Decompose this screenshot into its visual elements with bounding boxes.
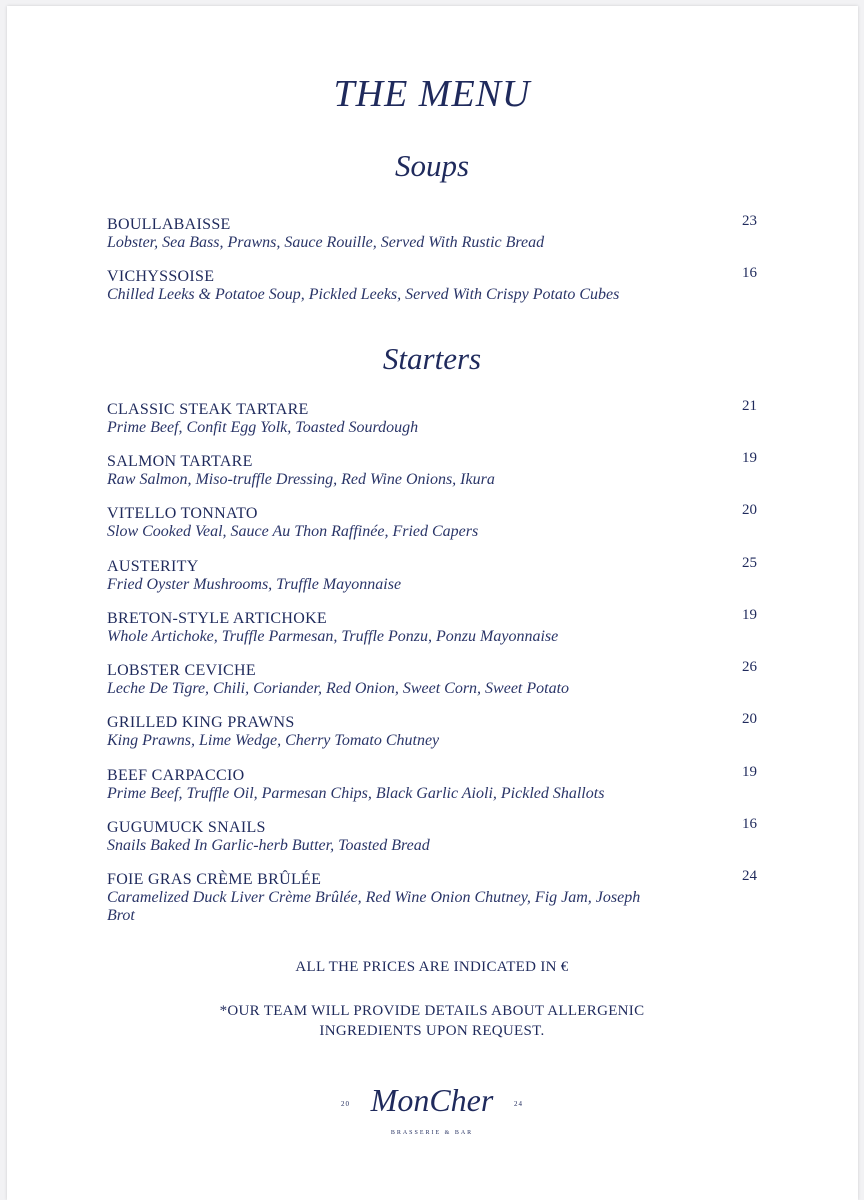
menu-item-gugumuck-snails [107, 818, 757, 855]
item-price: 23 [742, 213, 757, 229]
item-name: CLASSIC STEAK TARTARE [107, 401, 309, 418]
item-price: 19 [742, 450, 757, 466]
item-description: Chilled Leeks & Potatoe Soup, Pickled Leeks, Served With Crispy Potato Cubes [107, 286, 620, 303]
item-price: 26 [742, 659, 757, 675]
item-price: 24 [742, 868, 757, 884]
item-name: FOIE GRAS CRÈME BRÛLÉE [107, 871, 322, 888]
logo-year-left: 20 [341, 1100, 350, 1108]
prices-note [0, 957, 864, 977]
item-price: 21 [742, 398, 757, 414]
section-title-soups: Soups [394, 148, 470, 183]
item-description: Snails Baked In Garlic-herb Butter, Toasted Bread [107, 837, 430, 854]
item-name: VITELLO TONNATO [107, 505, 258, 522]
item-description: Fried Oyster Mushrooms, Truffle Mayonnaise [107, 576, 402, 593]
brand-logo [0, 1082, 864, 1142]
item-name: SALMON TARTARE [107, 453, 253, 470]
logo-year-right: 24 [514, 1100, 523, 1108]
item-description: Slow Cooked Veal, Sauce Au Thon Raffinée, Fried Capers [107, 523, 479, 540]
menu-item-vitello-tonnato [107, 504, 757, 541]
item-name: BRETON-STYLE ARTICHOKE [107, 610, 328, 627]
item-price: 16 [742, 816, 757, 832]
menu-item-boullabaisse [107, 215, 757, 252]
item-description: Caramelized Duck Liver Crème Brûlée, Red Wine Onion Chutney, Fig Jam, Joseph Brot [107, 889, 641, 924]
prices-note-text: ALL THE PRICES ARE INDICATED IN € [295, 959, 569, 975]
item-description: Prime Beef, Confit Egg Yolk, Toasted Sourdough [107, 419, 419, 436]
menu-item-vichyssoise [107, 267, 757, 304]
item-name: BOULLABAISSE [107, 216, 231, 233]
menu-item-classic-steak-tartare [107, 400, 757, 437]
item-price: 19 [742, 607, 757, 623]
item-price: 19 [742, 764, 757, 780]
item-price: 20 [742, 711, 757, 727]
item-description: Whole Artichoke, Truffle Parmesan, Truffle Ponzu, Ponzu Mayonnaise [107, 628, 559, 645]
item-description: Leche De Tigre, Chili, Coriander, Red Onion, Sweet Corn, Sweet Potato [107, 680, 570, 697]
menu-title: THE MENU [333, 73, 531, 115]
menu-item-beef-carpaccio [107, 766, 757, 803]
menu-item-austerity [107, 557, 757, 594]
item-name: BEEF CARPACCIO [107, 767, 245, 784]
logo-name: MonCher [370, 1082, 494, 1118]
item-description: Raw Salmon, Miso-truffle Dressing, Red Wine Onions, Ikura [107, 471, 495, 488]
item-price: 25 [742, 555, 757, 571]
item-price: 16 [742, 265, 757, 281]
menu-item-lobster-ceviche [107, 661, 757, 698]
allergens-note-line-2: INGREDIENTS UPON REQUEST. [319, 1023, 545, 1039]
item-name: GUGUMUCK SNAILS [107, 819, 266, 836]
item-description: Lobster, Sea Bass, Prawns, Sauce Rouille, Served With Rustic Bread [107, 234, 545, 251]
item-description: King Prawns, Lime Wedge, Cherry Tomato Chutney [107, 732, 440, 749]
allergens-note [0, 1001, 864, 1041]
allergens-note-line-1: *OUR TEAM WILL PROVIDE DETAILS ABOUT ALLERGENIC [219, 1003, 645, 1019]
item-name: VICHYSSOISE [107, 268, 215, 285]
logo-subtitle: BRASSERIE & BAR [390, 1130, 474, 1136]
menu-item-salmon-tartare [107, 452, 757, 489]
section-title-starters: Starters [382, 341, 482, 376]
item-name: GRILLED KING PRAWNS [107, 714, 295, 731]
menu-item-foie-gras-creme-brulee [107, 870, 757, 925]
item-name: AUSTERITY [107, 558, 199, 575]
item-price: 20 [742, 502, 757, 518]
menu-item-breton-style-artichoke [107, 609, 757, 646]
item-name: LOBSTER CEVICHE [107, 662, 256, 679]
item-description: Prime Beef, Truffle Oil, Parmesan Chips, Black Garlic Aioli, Pickled Shallots [107, 785, 605, 802]
menu-item-grilled-king-prawns [107, 713, 757, 750]
